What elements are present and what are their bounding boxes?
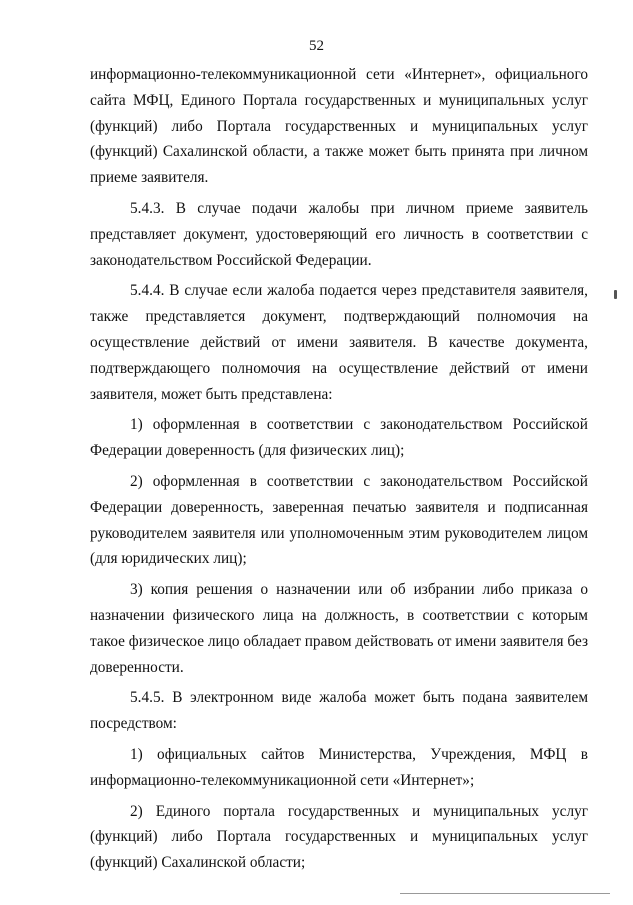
list-item-2-state-services-portal: 2) Единого портала государственных и муниципальных услуг (функций) либо Портала государственных и муниципальных услуг (функций) Сахалинской области;	[90, 802, 588, 872]
bottom-rule	[400, 893, 610, 894]
paragraph-5-4-3: 5.4.3. В случае подачи жалобы при личном приеме заявитель представляет документ, удостоверяющий его личность в соответствии с законодательством Российской Федерации.	[90, 199, 588, 269]
scan-edge-mark	[614, 290, 617, 299]
list-item-2-power-of-attorney-legal-entities: 2) оформленная в соответствии с законодательством Российской Федерации доверенность, заверенная печатью заявителя и подписанная руководителем заявителя или уполномоченным этим руководителем лицом (для юридических лиц);	[90, 472, 588, 568]
paragraph-5-4-5: 5.4.5. В электронном виде жалоба может быть подана заявителем посредством:	[90, 689, 588, 733]
document-body	[90, 62, 588, 876]
page-number: 52	[309, 38, 324, 54]
list-item-1-official-websites: 1) официальных сайтов Министерства, Учреждения, МФЦ в информационно-телекоммуникационной сети «Интернет»;	[90, 745, 588, 789]
list-item-1-power-of-attorney-individuals: 1) оформленная в соответствии с законодательством Российской Федерации доверенность (для физических лиц);	[90, 416, 588, 460]
paragraph-5-4-4: 5.4.4. В случае если жалоба подается через представителя заявителя, также представляется документ, подтверждающий полномочия на осуществление действий от имени заявителя. В качестве документа, подтверждающего полномочия на осуществление действий от имени заявителя, может быть представлена:	[90, 282, 588, 403]
paragraph-continuation: информационно-телекоммуникационной сети «Интернет», официального сайта МФЦ, Единого Портала государственных и муниципальных услуг (функций) либо Портала государственных и муниципальных услуг (функций) Сахалинской области, а также может быть принята при личном приеме заявителя.	[90, 66, 588, 187]
list-item-3-appointment-decision-copy: 3) копия решения о назначении или об избрании либо приказа о назначении физического лица на должность, в соответствии с которым такое физическое лицо обладает правом действовать от имени заявителя без доверенности.	[90, 581, 588, 676]
